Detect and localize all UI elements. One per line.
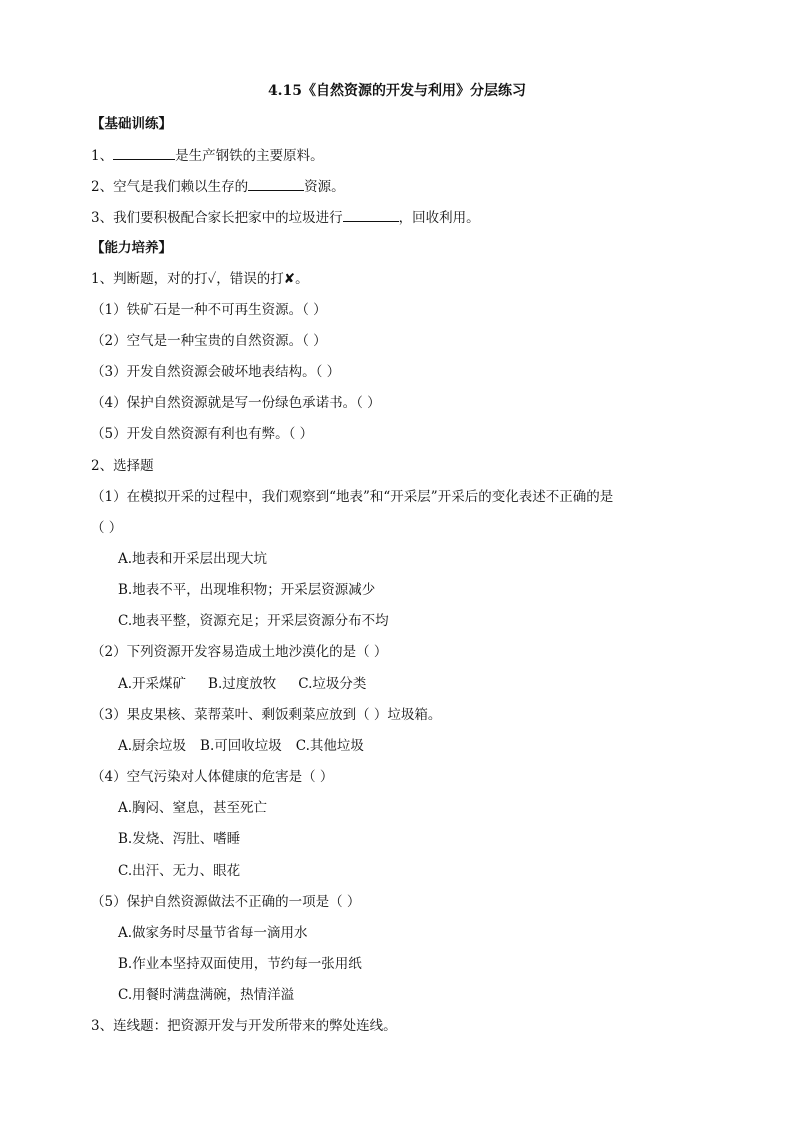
choice-option: B.过度放牧 bbox=[208, 676, 277, 692]
basic-question-2 bbox=[91, 177, 345, 196]
question-text: 2、空气是我们赖以生存的 bbox=[91, 179, 249, 195]
judge-item: （4）保护自然资源就是写一份绿色承诺书。（ ） bbox=[91, 395, 381, 411]
choice-option: A.做家务时尽量节省每一滴用水 bbox=[118, 925, 308, 941]
choice-option: B.可回收垃圾 bbox=[200, 738, 282, 754]
section-basic-heading: 【基础训练】 bbox=[91, 116, 172, 132]
choice-question-1-blank: （ ） bbox=[91, 520, 123, 536]
judge-item: （3）开发自然资源会破坏地表结构。（ ） bbox=[91, 364, 341, 380]
choice-option: A.厨余垃圾 bbox=[118, 738, 187, 754]
choice-option: A.胸闷、窒息，甚至死亡 bbox=[118, 800, 268, 816]
choice-options-row bbox=[118, 737, 364, 755]
fill-blank[interactable] bbox=[343, 208, 399, 222]
choice-option: B.地表不平，出现堆积物；开采层资源减少 bbox=[118, 582, 376, 598]
choice-option: C.垃圾分类 bbox=[298, 676, 367, 692]
choice-question-1: （1）在模拟开采的过程中，我们观察到“地表”和“开采层”开采后的变化表述不正确的是 bbox=[91, 489, 614, 505]
choice-option: C.出汗、无力、眼花 bbox=[118, 863, 241, 879]
choice-option: C.地表平整，资源充足；开采层资源分布不均 bbox=[118, 613, 389, 629]
question-text: ，回收利用。 bbox=[398, 210, 480, 226]
basic-question-1 bbox=[91, 146, 324, 165]
fill-blank[interactable] bbox=[248, 177, 304, 191]
choice-option: A.地表和开采层出现大坑 bbox=[118, 551, 268, 567]
choice-question-2: （2）下列资源开发容易造成土地沙漠化的是（ ） bbox=[91, 644, 388, 660]
question-text: 是生产钢铁的主要原料。 bbox=[175, 148, 324, 164]
choice-option: C.用餐时满盘满碗，热情洋溢 bbox=[118, 987, 295, 1003]
basic-question-3 bbox=[91, 208, 480, 227]
fill-blank[interactable] bbox=[113, 146, 175, 160]
choice-option: A.开采煤矿 bbox=[118, 676, 187, 692]
judge-heading: 1、判断题，对的打✓，错误的打✘。 bbox=[91, 271, 309, 287]
choice-option: C.其他垃圾 bbox=[295, 738, 364, 754]
judge-item: （2）空气是一种宝贵的自然资源。（ ） bbox=[91, 333, 327, 349]
choice-option: B.发烧、泻肚、嗜睡 bbox=[118, 831, 241, 847]
link-heading: 3、连线题：把资源开发与开发所带来的弊处连线。 bbox=[91, 1018, 397, 1034]
judge-item: （1）铁矿石是一种不可再生资源。（ ） bbox=[91, 302, 327, 318]
choice-question-3: （3）果皮果核、菜帮菜叶、剩饭剩菜应放到（ ）垃圾箱。 bbox=[91, 707, 442, 723]
section-ability-heading: 【能力培养】 bbox=[91, 240, 172, 256]
choice-question-5: （5）保护自然资源做法不正确的一项是（ ） bbox=[91, 894, 361, 910]
choice-option: B.作业本坚持双面使用，节约每一张用纸 bbox=[118, 956, 362, 972]
choice-question-4: （4）空气污染对人体健康的危害是（ ） bbox=[91, 769, 334, 785]
question-text: 3、我们要积极配合家长把家中的垃圾进行 bbox=[91, 210, 343, 226]
judge-item: （5）开发自然资源有利也有弊。（ ） bbox=[91, 426, 314, 442]
choice-options-row bbox=[118, 675, 366, 693]
choice-heading: 2、选择题 bbox=[91, 458, 154, 474]
question-text: 资源。 bbox=[304, 179, 345, 195]
question-text: 1、 bbox=[91, 148, 114, 164]
page-title: 4.15《自然资源的开发与利用》分层练习 bbox=[267, 83, 527, 99]
